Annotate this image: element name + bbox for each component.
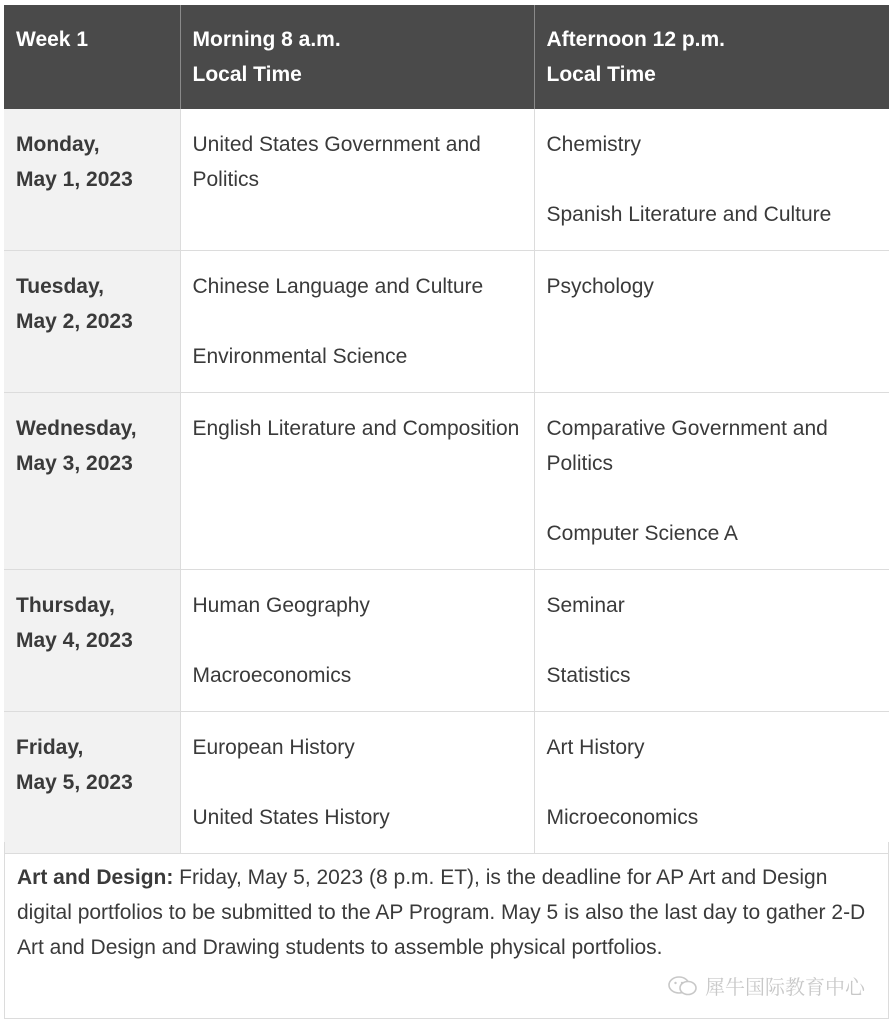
note-text: Friday, May 5, 2023 (8 p.m. ET), is the deadline for AP Art and Design digital portfolios to be submitted to the AP Program. May 5 is also the last day to gather 2-D Art and Design and Drawing students to assemble physical portfolios. <box>17 866 866 959</box>
table-row <box>4 109 889 251</box>
exam-subject: Spanish Literature and Culture <box>546 203 832 226</box>
day-name: Wednesday, <box>16 417 137 440</box>
exam-subject: Seminar <box>546 594 625 617</box>
header-morning <box>180 5 534 109</box>
exam-subject: Comparative Government and Politics <box>546 417 828 475</box>
afternoon-cell <box>534 251 889 393</box>
note-label: Art and Design: <box>17 866 174 889</box>
exam-subject: Psychology <box>546 275 654 298</box>
exam-subject: Microeconomics <box>546 806 699 829</box>
exam-subject: Chinese Language and Culture <box>192 275 484 298</box>
exam-subject: Environmental Science <box>192 345 408 368</box>
morning-cell <box>180 393 534 570</box>
watermark <box>667 971 865 1000</box>
day-date: May 1, 2023 <box>16 168 133 191</box>
exam-subject: Chemistry <box>546 133 642 156</box>
day-name: Tuesday, <box>16 275 104 298</box>
day-date: May 5, 2023 <box>16 771 133 794</box>
table-body <box>4 109 889 854</box>
morning-cell <box>180 109 534 251</box>
day-cell <box>4 570 180 712</box>
afternoon-cell <box>534 109 889 251</box>
header-morning-line1: Morning 8 a.m. <box>192 28 341 51</box>
afternoon-cell <box>534 393 889 570</box>
day-name: Monday, <box>16 133 100 156</box>
day-cell <box>4 393 180 570</box>
exam-schedule-table <box>4 5 889 854</box>
header-week <box>4 5 180 109</box>
day-cell <box>4 251 180 393</box>
afternoon-cell <box>534 570 889 712</box>
exam-subject: Art History <box>546 736 645 759</box>
exam-subject: Macroeconomics <box>192 664 352 687</box>
header-afternoon <box>534 5 889 109</box>
day-date: May 3, 2023 <box>16 452 133 475</box>
table-row <box>4 570 889 712</box>
day-cell <box>4 109 180 251</box>
table-row <box>4 393 889 570</box>
exam-subject: United States History <box>192 806 390 829</box>
afternoon-cell <box>534 712 889 854</box>
day-name: Friday, <box>16 736 84 759</box>
table-row <box>4 251 889 393</box>
header-afternoon-line2: Local Time <box>546 63 656 86</box>
table-header <box>4 5 889 109</box>
wechat-icon <box>667 975 699 997</box>
exam-subject: Computer Science A <box>546 522 738 545</box>
morning-cell <box>180 570 534 712</box>
exam-subject: United States Government and Politics <box>192 133 481 191</box>
day-date: May 2, 2023 <box>16 310 133 333</box>
exam-subject: Statistics <box>546 664 631 687</box>
header-morning-line2: Local Time <box>192 63 302 86</box>
exam-subject: European History <box>192 736 355 759</box>
morning-cell <box>180 712 534 854</box>
header-week-label: Week 1 <box>16 28 88 51</box>
day-date: May 4, 2023 <box>16 629 133 652</box>
header-row <box>4 5 889 109</box>
day-name: Thursday, <box>16 594 115 617</box>
header-afternoon-line1: Afternoon 12 p.m. <box>546 28 726 51</box>
exam-subject: Human Geography <box>192 594 370 617</box>
day-cell <box>4 712 180 854</box>
morning-cell <box>180 251 534 393</box>
watermark-text: 犀牛国际教育中心 <box>705 977 865 999</box>
exam-subject: English Literature and Composition <box>192 417 520 440</box>
table-row <box>4 712 889 854</box>
